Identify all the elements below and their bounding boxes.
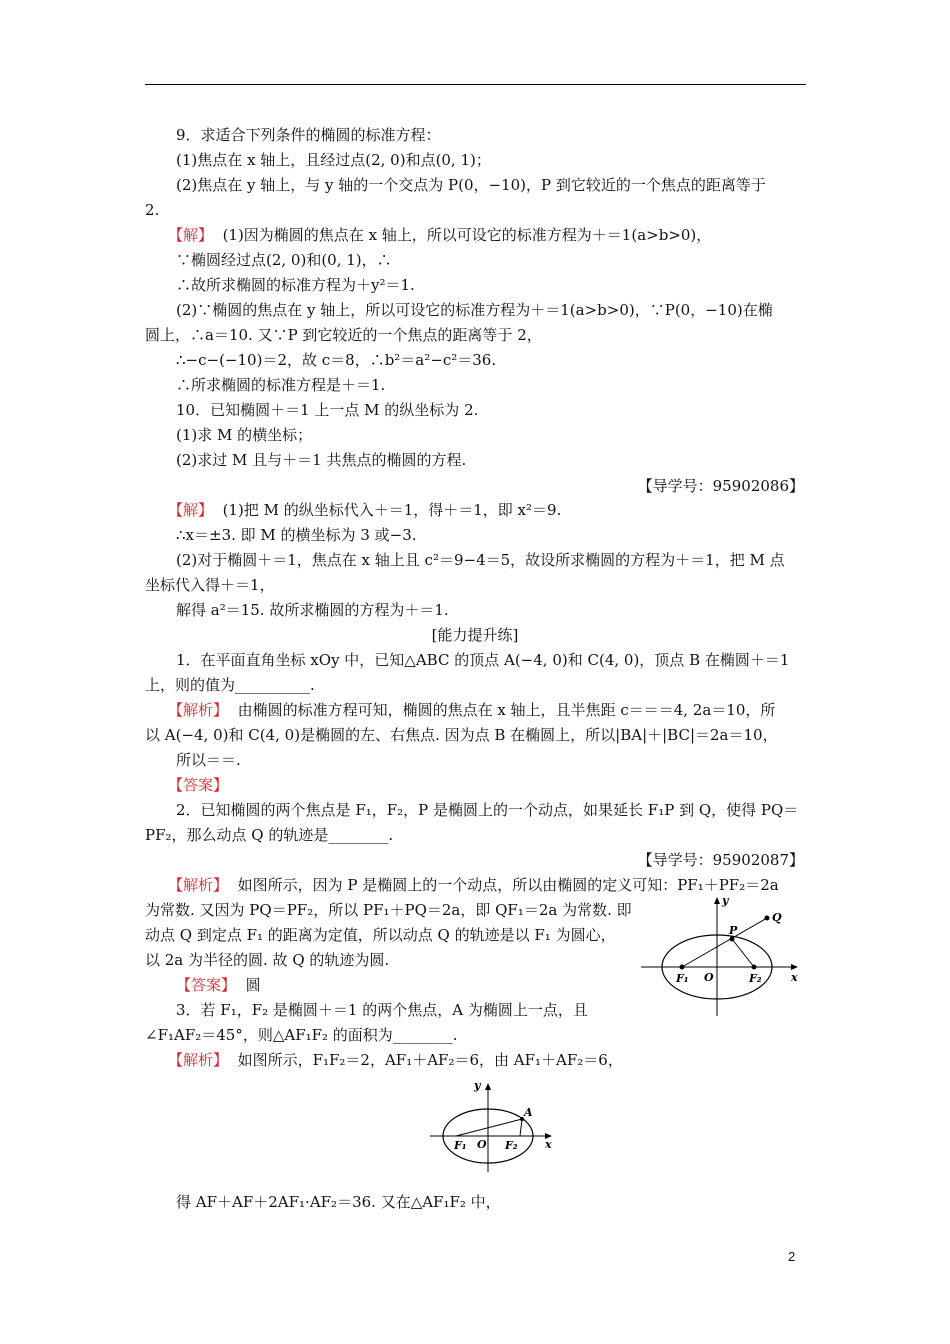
segment-F2A <box>520 1119 522 1136</box>
q9-solution-line5: 圆上，∴a＝10. 又∵P 到它较近的一个焦点的距离等于 2， <box>145 326 542 344</box>
ellipse-figure-2 <box>425 1076 560 1176</box>
label-P: P <box>729 924 738 937</box>
label-F1: F₁ <box>676 972 689 985</box>
analysis-tag: 【解析】 <box>168 701 229 719</box>
analysis-tag: 【解析】 <box>168 876 229 894</box>
q10-solution-line5: 解得 a²＝15. 故所求椭圆的方程为＋＝1. <box>176 601 449 619</box>
solution-tag: 【解】 <box>168 501 214 519</box>
label-F2: F₂ <box>749 972 762 985</box>
q9-title: 9．求适合下列条件的椭圆的标准方程： <box>176 126 441 144</box>
label-A: A <box>524 1106 533 1119</box>
p1-analysis-line3: 所以＝＝. <box>176 751 241 769</box>
label-Q: Q <box>772 911 782 924</box>
q9-solution-line2: ∵椭圆经过点(2, 0)和(0, 1)，∴ <box>176 251 392 269</box>
ellipse-figure-1 <box>636 888 806 1023</box>
q9-solution-text: (1)因为椭圆的焦点在 x 轴上，所以可设它的标准方程为＋＝1(a>b>0)， <box>222 226 712 244</box>
x-axis-arrow <box>791 964 798 970</box>
answer-tag: 【答案】 <box>168 776 229 794</box>
label-x: x <box>545 1138 552 1151</box>
segment-F1Q <box>682 918 767 967</box>
q10-solution-line3: (2)对于椭圆＋＝1，焦点在 x 轴上且 c²＝9−4＝5，故设所求椭圆的方程为＋＝1，把 M 点 <box>176 551 785 569</box>
point-F2 <box>752 965 757 970</box>
label-F1: F₁ <box>454 1139 467 1152</box>
p3-question: 3．若 F₁，F₂ 是椭圆＋＝1 的两个焦点，A 为椭圆上一点，且 <box>176 1001 588 1019</box>
p1-analysis-text: 由椭圆的标准方程可知，椭圆的焦点在 x 轴上，且半焦距 c＝＝＝4, 2a＝10，所 <box>237 701 776 719</box>
q10-part1: (1)求 M 的横坐标； <box>176 426 313 444</box>
q10-title: 10．已知椭圆＋＝1 上一点 M 的纵坐标为 2. <box>176 401 479 419</box>
q10-solution-text: (1)把 M 的纵坐标代入＋＝1，得＋＝1，即 x²＝9. <box>222 501 562 519</box>
p1-question-cont: 上，则的值为__________. <box>145 676 315 694</box>
label-O: O <box>477 1138 487 1151</box>
q10-solution-line1 <box>168 500 561 520</box>
q9-solution-line6: ∴−c−(−10)＝2，故 c＝8，∴b²＝a²−c²＝36. <box>176 351 497 369</box>
q10-part2: (2)求过 M 且与＋＝1 共焦点的椭圆的方程. <box>176 451 467 469</box>
section-heading: [能力提升练] <box>431 626 519 644</box>
segment-PF2 <box>732 939 754 967</box>
p2-answer <box>176 975 261 995</box>
q9-part2: (2)焦点在 y 轴上，与 y 轴的一个交点为 P(0，−10)，P 到它较近的一个焦点的距离等于 <box>176 176 766 194</box>
solution-tag: 【解】 <box>168 226 214 244</box>
label-x: x <box>791 971 798 984</box>
guide-number-1: 【导学号：95902086】 <box>637 477 804 495</box>
p3-analysis-line1 <box>168 1050 623 1070</box>
point-P <box>730 937 735 942</box>
analysis-tag: 【解析】 <box>168 1051 229 1069</box>
q9-solution-line1 <box>168 225 711 245</box>
p2-analysis-text: 如图所示，因为 P 是椭圆上的一个动点，所以由椭圆的定义可知：PF₁＋PF₂＝2a <box>237 876 779 894</box>
guide-number-2: 【导学号：95902087】 <box>637 851 804 869</box>
q9-solution-line3: ∴故所求椭圆的标准方程为＋y²＝1. <box>176 276 415 294</box>
y-axis-arrow <box>714 897 720 904</box>
p3-analysis-line2: 得 AF＋AF＋2AF₁·AF₂＝36. 又在△AF₁F₂ 中， <box>176 1193 501 1211</box>
label-F2: F₂ <box>505 1139 518 1152</box>
p1-analysis-line1 <box>168 700 775 720</box>
answer-tag: 【答案】 <box>176 976 237 994</box>
q10-solution-line2: ∴x＝±3. 即 M 的横坐标为 3 或−3. <box>176 526 417 544</box>
p1-question: 1．在平面直角坐标 xOy 中，已知△ABC 的顶点 A(−4, 0)和 C(4, 0)，顶点 B 在椭圆＋＝1 <box>176 651 790 669</box>
label-y: y <box>722 894 729 907</box>
p2-analysis-line4: 以 2a 为半径的圆. 故 Q 的轨迹为圆. <box>145 951 390 969</box>
label-O: O <box>704 971 714 984</box>
p3-analysis-text: 如图所示，F₁F₂＝2，AF₁＋AF₂＝6，由 AF₁＋AF₂＝6， <box>237 1051 623 1069</box>
p2-analysis-line2: 为常数. 又因为 PQ＝PF₂，所以 PF₁＋PQ＝2a，即 QF₁＝2a 为常数. 即 <box>145 901 632 919</box>
q9-solution-line7: ∴所求椭圆的标准方程是＋＝1. <box>176 376 386 394</box>
q9-part2-cont: 2. <box>145 201 160 219</box>
segment-F1A <box>456 1119 522 1136</box>
q9-part1: (1)焦点在 x 轴上，且经过点(2, 0)和点(0, 1)； <box>176 151 491 169</box>
p1-analysis-line2: 以 A(−4, 0)和 C(4, 0)是椭圆的左、右焦点. 因为点 B 在椭圆上，所以|BA|＋|BC|＝2a＝10， <box>145 726 778 744</box>
page-number: 2 <box>788 1249 796 1264</box>
p3-question-cont: ∠F₁AF₂＝45°，则△AF₁F₂ 的面积为________. <box>145 1026 458 1044</box>
p2-answer-value: 圆 <box>245 976 261 994</box>
p2-analysis-line3: 动点 Q 到定点 F₁ 的距离为定值，所以动点 Q 的轨迹是以 F₁ 为圆心， <box>145 926 616 944</box>
p2-question-cont: PF₂，那么动点 Q 的轨迹是________. <box>145 826 394 844</box>
point-F1 <box>680 965 685 970</box>
y-axis-arrow <box>485 1083 491 1090</box>
q9-solution-line4: (2)∵椭圆的焦点在 y 轴上，所以可设它的标准方程为＋＝1(a>b>0)，∵P(0，−10)在椭 <box>176 301 773 319</box>
label-y: y <box>474 1079 481 1092</box>
header-rule <box>145 84 806 85</box>
q10-solution-line4: 坐标代入得＋＝1， <box>145 576 275 594</box>
point-Q <box>765 916 770 921</box>
p2-question: 2．已知椭圆的两个焦点是 F₁，F₂，P 是椭圆上的一个动点，如果延长 F₁P 到 Q，使得 PQ＝ <box>176 801 799 819</box>
